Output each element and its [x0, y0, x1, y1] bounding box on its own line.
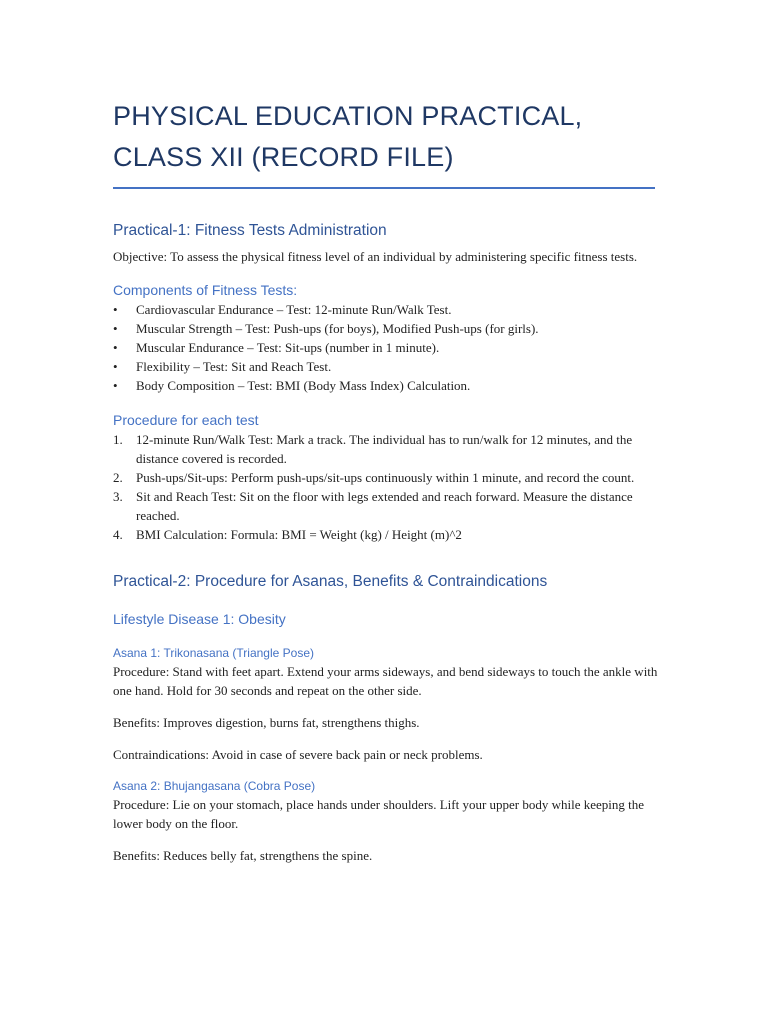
list-item-text: Muscular Strength – Test: Push-ups (for boys), Modified Push-ups (for girls).: [136, 321, 539, 336]
title-line-1: PHYSICAL EDUCATION PRACTICAL,: [113, 101, 583, 131]
title-underline: [113, 187, 655, 189]
list-item-text: BMI Calculation: Formula: BMI = Weight (kg) / Height (m)^2: [136, 527, 462, 542]
bullet-icon: •: [113, 321, 118, 336]
list-number: 2.: [113, 470, 123, 485]
list-item: [113, 468, 658, 487]
practical2-heading: Practical-2: Procedure for Asanas, Benefits & Contraindications: [113, 573, 548, 590]
list-item: [113, 525, 658, 544]
practical1-heading: Practical-1: Fitness Tests Administration: [113, 222, 387, 239]
procedure-heading: Procedure for each test: [113, 412, 259, 428]
list-item: [113, 430, 658, 468]
list-item-text: Muscular Endurance – Test: Sit-ups (number in 1 minute).: [136, 340, 440, 355]
bullet-icon: •: [113, 340, 118, 355]
list-item: [113, 487, 658, 525]
asana2-benefits: Benefits: Reduces belly fat, strengthens the spine.: [113, 848, 373, 863]
list-item-text: Sit and Reach Test: Sit on the floor with legs extended and reach forward. Measure the distance reached.: [136, 489, 633, 523]
list-item: [113, 376, 658, 395]
disease-heading: Lifestyle Disease 1: Obesity: [113, 611, 286, 627]
components-list: [113, 300, 658, 395]
document-content: [113, 0, 658, 865]
bullet-icon: •: [113, 378, 118, 393]
asana1-procedure: Procedure: Stand with feet apart. Extend your arms sideways, and bend sideways to touch the ankle with one hand. Hold for 30 seconds and repeat on the other side.: [113, 664, 658, 698]
document-title: [113, 0, 658, 178]
list-number: 1.: [113, 432, 123, 447]
list-number: 4.: [113, 527, 123, 542]
asana1-contraindications: Contraindications: Avoid in case of severe back pain or neck problems.: [113, 747, 483, 762]
list-item-text: Flexibility – Test: Sit and Reach Test.: [136, 359, 332, 374]
list-item-text: 12-minute Run/Walk Test: Mark a track. The individual has to run/walk for 12 minutes, and the distance covered is recorded.: [136, 432, 633, 466]
list-item-text: Body Composition – Test: BMI (Body Mass Index) Calculation.: [136, 378, 471, 393]
asana2-heading: Asana 2: Bhujangasana (Cobra Pose): [113, 779, 316, 793]
practical1-objective: Objective: To assess the physical fitness level of an individual by administering specific fitness tests.: [113, 249, 638, 264]
list-item-text: Push-ups/Sit-ups: Perform push-ups/sit-ups continuously within 1 minute, and record the count.: [136, 470, 635, 485]
asana2-procedure: Procedure: Lie on your stomach, place hands under shoulders. Lift your upper body while keeping the lower body on the floor.: [113, 797, 645, 831]
list-item-text: Cardiovascular Endurance – Test: 12-minute Run/Walk Test.: [136, 302, 452, 317]
bullet-icon: •: [113, 359, 118, 374]
asana1-heading: Asana 1: Trikonasana (Triangle Pose): [113, 646, 314, 660]
list-item: [113, 319, 658, 338]
list-item: [113, 357, 658, 376]
asana1-benefits: Benefits: Improves digestion, burns fat, strengthens thighs.: [113, 715, 420, 730]
list-number: 3.: [113, 489, 123, 504]
bullet-icon: •: [113, 302, 118, 317]
title-line-2: CLASS XII (RECORD FILE): [113, 142, 454, 172]
components-heading: Components of Fitness Tests:: [113, 282, 298, 298]
list-item: [113, 338, 658, 357]
list-item: [113, 300, 658, 319]
procedure-list: [113, 430, 658, 544]
